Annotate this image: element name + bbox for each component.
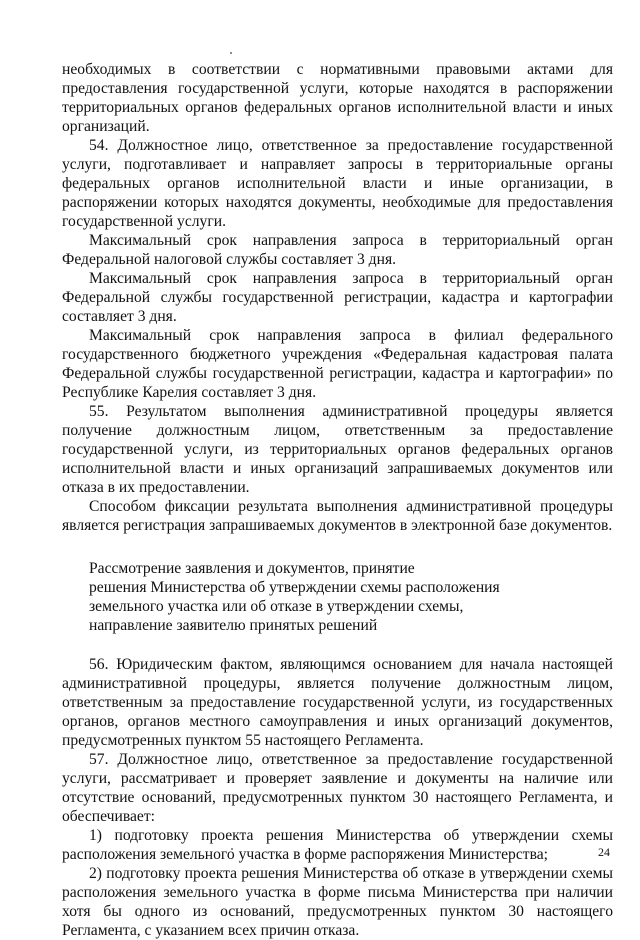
paragraph-fixation: Способом фиксации результата выполнения административной процедуры является регистрация запрашиваемых документов в электронной базе документов.: [62, 498, 613, 534]
paragraph-continued: необходимых в соответствии с нормативными правовыми актами для предоставления государственной услуги, которые находятся в распоряжении территориальных органов федеральных органов исполнительной власти и иных организаций.: [62, 61, 613, 135]
paragraph-55: 55. Результатом выполнения административной процедуры является получение должностным лицом, ответственным за предоставление государственной услуги, из территориальных органов федеральных органов исполнительной власти и иных организаций запрашиваемых документов или отказа в их предоставлении.: [62, 403, 613, 496]
heading-line: Рассмотрение заявления и документов, принятие: [89, 560, 415, 577]
paragraph-56: 56. Юридическим фактом, являющимся основанием для начала настоящей административной процедуры, является получение должностным лицом, ответственным за предоставление государственной услуги, из государственных органов, органов местного самоуправления и иных организаций документов, предусмотренных пунктом 55 настоящего Регламента.: [62, 656, 613, 749]
heading-line: решения Министерства об утверждении схемы расположения: [89, 579, 500, 596]
paragraph-cadastral-term: Максимальный срок направления запроса в филиал федерального государственного бюджетного учреждения «Федеральная кадастровая палата Федеральной службы государственной регистрации, кадастра и картографии» по Республике Карелия составляет 3 дня.: [62, 327, 613, 401]
heading-line: направление заявителю принятых решений: [89, 617, 378, 634]
document-body: [62, 60, 613, 940]
page-number: 24: [598, 845, 610, 859]
paragraph-57: 57. Должностное лицо, ответственное за предоставление государственной услуги, рассматривает и проверяет заявление и документы на наличие или отсутствие оснований, предусмотренных пунктом 30 настоящего Регламента, и обеспечивает:: [62, 751, 613, 825]
section-heading: [62, 559, 613, 635]
list-item-2: 2) подготовку проекта решения Министерства об отказе в утверждении схемы расположения земельного участка в форме письма Министерства при наличии хотя бы одного из оснований, предусмотренных пунктом 30 настоящего Регламента, с указанием всех причин отказа.: [62, 865, 613, 939]
scan-speck: [230, 52, 232, 54]
heading-line: земельного участка или об отказе в утверждении схемы,: [89, 598, 464, 615]
list-item-1: 1) подготовку проекта решения Министерства об утверждении схемы расположения земельного участка в форме распоряжения Министерства;: [62, 827, 613, 863]
paragraph-fns-term: Максимальный срок направления запроса в территориальный орган Федеральной налоговой службы составляет 3 дня.: [62, 232, 613, 268]
paragraph-rosreestr-term: Максимальный срок направления запроса в территориальный орган Федеральной службы государственной регистрации, кадастра и картографии составляет 3 дня.: [62, 270, 613, 325]
paragraph-54: 54. Должностное лицо, ответственное за предоставление государственной услуги, подготавливает и направляет запросы в территориальные органы федеральных органов исполнительной власти и иные организации, в распоряжении которых находятся документы, необходимые для предоставления государственной услуги.: [62, 137, 613, 230]
